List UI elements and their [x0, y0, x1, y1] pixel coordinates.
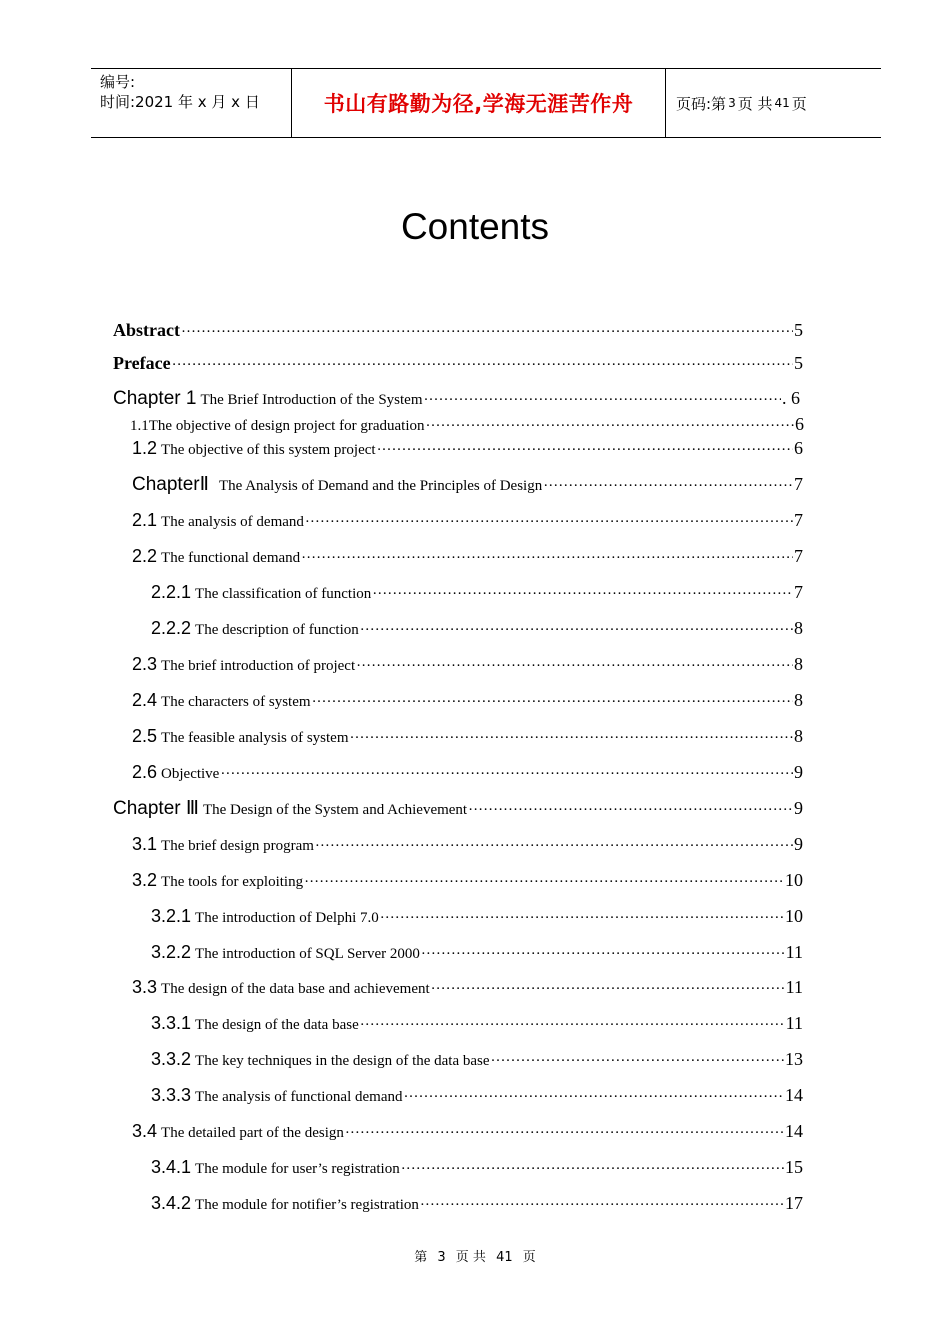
- toc-leader-dots: [301, 550, 793, 567]
- toc-entry-number: 3.2.1: [151, 906, 192, 926]
- toc-entry[interactable]: [113, 797, 803, 823]
- toc-leader-dots: [304, 874, 784, 891]
- toc-entry[interactable]: [132, 690, 803, 716]
- header-date-label: 时间:2021 年 x 月 x 日: [100, 93, 260, 111]
- toc-entry-number: 3.3.1: [151, 1013, 192, 1033]
- toc-entry-page: 7: [794, 582, 803, 602]
- footer-page-current: 3: [437, 1250, 446, 1265]
- header-page-current: 3: [728, 96, 736, 110]
- toc-leader-dots: [468, 802, 793, 819]
- toc-entry-page: 9: [794, 798, 803, 818]
- toc-entry[interactable]: [132, 726, 803, 752]
- toc-leader-dots: [349, 730, 793, 747]
- toc-entry-text: The functional demand: [161, 550, 301, 566]
- toc-leader-dots: [360, 1017, 785, 1034]
- header-page-prefix: 页码:第: [676, 94, 727, 113]
- page-header: [91, 68, 881, 138]
- toc-entry-number: 2.6: [132, 762, 158, 782]
- toc-entry-text: The key techniques in the design of the data base: [195, 1053, 490, 1069]
- header-page-total: 41: [774, 96, 790, 110]
- toc-entry-number: Chapter Ⅲ: [113, 798, 199, 819]
- toc-entry-page: 14: [785, 1121, 803, 1141]
- toc-leader-dots: [424, 392, 782, 409]
- toc-leader-dots: [220, 766, 793, 783]
- toc-entry-text: The introduction of SQL Server 2000: [195, 946, 420, 962]
- toc-entry-page: 10: [785, 870, 803, 890]
- toc-entry-text: The design of the data base and achievement: [161, 981, 430, 997]
- toc-entry-page: 7: [794, 546, 803, 566]
- toc-entry[interactable]: [151, 906, 803, 932]
- toc-entry-page: 11: [785, 942, 803, 962]
- toc-entry-page: 6: [794, 438, 803, 458]
- toc-entry-page: . 6: [782, 388, 800, 408]
- header-meta: [91, 69, 292, 137]
- toc-entry[interactable]: [113, 353, 803, 379]
- toc-leader-dots: [305, 514, 793, 531]
- toc-entry-page: 15: [785, 1157, 803, 1177]
- header-page-suffix: 页: [791, 94, 807, 113]
- toc-entry-page: 14: [785, 1085, 803, 1105]
- header-code-label: 编号:: [100, 73, 136, 91]
- toc-entry-text: Objective: [161, 766, 220, 782]
- toc-leader-dots: [431, 981, 785, 998]
- page-footer: [0, 1246, 950, 1265]
- toc-entry-number: 2.2.1: [151, 582, 192, 602]
- toc-entry-number: 3.3.3: [151, 1085, 192, 1105]
- toc-entry-text: The design of the data base: [195, 1017, 359, 1033]
- toc-leader-dots: [315, 838, 793, 855]
- header-page-mid: 页 共: [737, 94, 773, 113]
- toc-entry-page: 8: [794, 654, 803, 674]
- toc-entry-number: 2.3: [132, 654, 158, 674]
- toc-entry-number: 3.3.2: [151, 1049, 192, 1069]
- toc-entry[interactable]: [151, 582, 803, 608]
- toc-leader-dots: [360, 622, 793, 639]
- toc-entry-text: Abstract: [113, 320, 180, 340]
- toc-entry[interactable]: [151, 1085, 803, 1111]
- toc-entry-page: 11: [785, 977, 803, 997]
- toc-leader-dots: [401, 1161, 784, 1178]
- toc-entry[interactable]: [151, 1193, 803, 1219]
- toc-entry-text: The module for notifier’s registration: [195, 1197, 419, 1213]
- toc-leader-dots: [420, 1197, 784, 1214]
- toc-entry-page: 13: [785, 1049, 803, 1069]
- toc-leader-dots: [181, 324, 793, 341]
- toc-entry[interactable]: [151, 1157, 803, 1183]
- page-title: Contents: [400, 206, 550, 247]
- toc-entry-page: 11: [785, 1013, 803, 1033]
- toc-leader-dots: [356, 658, 793, 675]
- toc-entry-text: The analysis of functional demand: [195, 1089, 403, 1105]
- toc-entry[interactable]: [132, 1121, 803, 1147]
- footer-page-total: 41: [496, 1250, 513, 1265]
- toc-entry-number: 2.5: [132, 726, 158, 746]
- toc-entry-text: The introduction of Delphi 7.0: [195, 910, 379, 926]
- toc-entry[interactable]: [151, 942, 803, 968]
- footer-suffix: 页: [522, 1250, 536, 1265]
- toc-leader-dots: [403, 1089, 784, 1106]
- toc-entry-number: 2.4: [132, 690, 158, 710]
- header-motto: 书山有路勤为径,学海无涯苦作舟: [292, 69, 666, 137]
- toc-entry[interactable]: [132, 510, 803, 536]
- toc-entry[interactable]: [113, 320, 803, 346]
- toc-leader-dots: [543, 478, 793, 495]
- toc-entry-number: 1.2: [132, 438, 158, 458]
- toc-entry-page: 8: [794, 690, 803, 710]
- toc-entry-number: 3.3: [132, 977, 158, 997]
- toc-entry[interactable]: [132, 654, 803, 680]
- toc-entry-page: 8: [794, 726, 803, 746]
- toc-entry[interactable]: [130, 414, 804, 440]
- toc-entry-text: The Design of the System and Achievement: [202, 802, 468, 818]
- toc-entry-text: The feasible analysis of system: [161, 730, 349, 746]
- toc-entry-page: 6: [795, 414, 804, 434]
- toc-entry[interactable]: [151, 618, 803, 644]
- toc-leader-dots: [421, 946, 785, 963]
- toc-entry-text: The description of function: [195, 622, 359, 638]
- toc-entry-page: 5: [794, 353, 803, 373]
- toc-entry-number: 2.2.2: [151, 618, 192, 638]
- toc-entry[interactable]: [151, 1049, 803, 1075]
- toc-entry-text: The Brief Introduction of the System: [200, 392, 423, 408]
- toc-leader-dots: [172, 357, 793, 374]
- toc-entry[interactable]: [132, 438, 803, 464]
- toc-entry-text: The analysis of demand: [161, 514, 304, 530]
- toc-entry-text: The brief design program: [161, 838, 314, 854]
- toc-leader-dots: [380, 910, 784, 927]
- toc-entry-text: The module for user’s registration: [195, 1161, 400, 1177]
- toc-entry-number: ChapterⅡ: [132, 474, 209, 495]
- toc-entry-page: 8: [794, 618, 803, 638]
- toc-entry-page: 17: [785, 1193, 803, 1213]
- toc-leader-dots: [491, 1053, 784, 1070]
- toc-entry-text: The objective of this system project: [161, 442, 376, 458]
- toc-entry-page: 5: [794, 320, 803, 340]
- toc-entry-page: 9: [794, 834, 803, 854]
- toc-leader-dots: [372, 586, 793, 603]
- toc-entry-page: 9: [794, 762, 803, 782]
- toc-entry[interactable]: [151, 1013, 803, 1039]
- toc-entry-number: 3.1: [132, 834, 158, 854]
- toc-leader-dots: [426, 418, 795, 435]
- toc-entry-number: 3.4.2: [151, 1193, 192, 1213]
- toc-entry[interactable]: [132, 546, 803, 572]
- toc-entry[interactable]: [132, 870, 803, 896]
- toc-entry-text: The detailed part of the design: [161, 1125, 344, 1141]
- toc-entry-page: 7: [794, 510, 803, 530]
- toc-entry-text: Preface: [113, 353, 171, 373]
- toc-entry-text: The classification of function: [195, 586, 372, 602]
- footer-mid: 页 共: [455, 1250, 486, 1265]
- toc-leader-dots: [345, 1125, 784, 1142]
- footer-prefix: 第: [414, 1250, 428, 1265]
- toc-entry-number: 3.2.2: [151, 942, 192, 962]
- toc-entry-text: The brief introduction of project: [161, 658, 356, 674]
- toc-entry[interactable]: [132, 834, 803, 860]
- toc-entry-number: 2.1: [132, 510, 158, 530]
- toc-entry[interactable]: [132, 762, 803, 788]
- toc-entry[interactable]: [132, 977, 803, 1003]
- toc-entry-number: 2.2: [132, 546, 158, 566]
- toc-entry-page: 7: [794, 474, 803, 494]
- toc-entry-number: 3.4: [132, 1121, 158, 1141]
- toc-entry-number: 3.2: [132, 870, 158, 890]
- toc-leader-dots: [312, 694, 793, 711]
- toc-leader-dots: [377, 442, 793, 459]
- toc-entry[interactable]: [132, 473, 803, 499]
- toc-entry-text: The characters of system: [161, 694, 311, 710]
- toc-entry-text: The tools for exploiting: [161, 874, 304, 890]
- toc-entry-number: Chapter 1: [113, 388, 197, 409]
- toc-entry[interactable]: [113, 388, 800, 414]
- toc-entry-page: 10: [785, 906, 803, 926]
- toc-entry-text: The Analysis of Demand and the Principles of Design: [218, 478, 543, 494]
- header-page-info: [666, 69, 881, 137]
- toc-entry-number: 3.4.1: [151, 1157, 192, 1177]
- toc-entry-text: 1.1The objective of design project for graduation: [130, 418, 425, 434]
